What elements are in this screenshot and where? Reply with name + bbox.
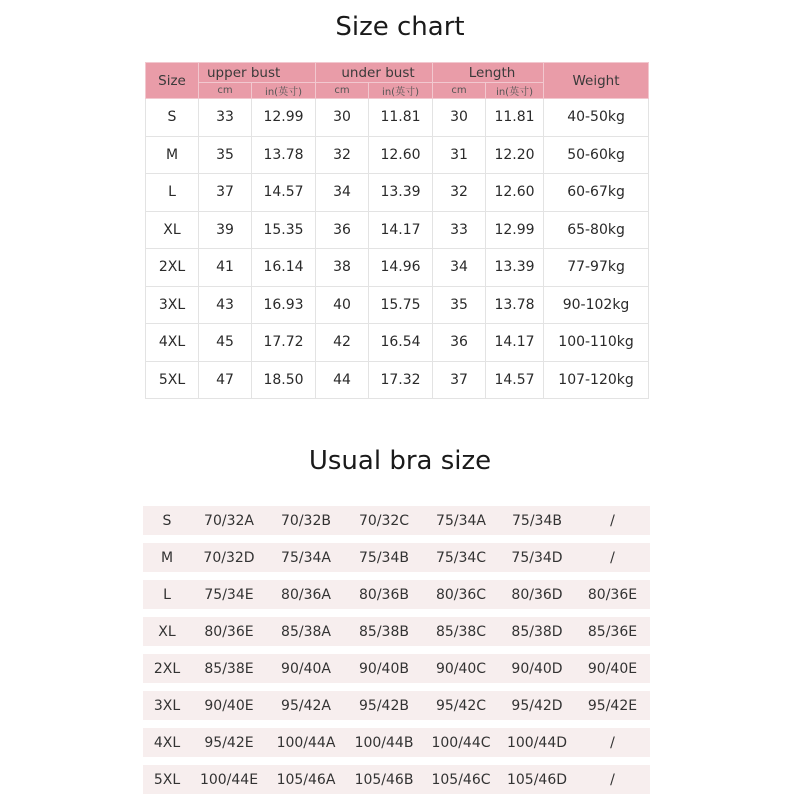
table-cell: 16.14 (252, 249, 316, 287)
table-cell: 80/36A (267, 580, 345, 609)
table-row (146, 286, 649, 324)
table-row (146, 174, 649, 212)
table-cell: 11.81 (486, 99, 544, 137)
table-cell: 95/42E (191, 728, 267, 757)
size-label-cell: S (146, 99, 199, 137)
table-cell: 100/44E (191, 765, 267, 794)
table-cell: 12.60 (486, 174, 544, 212)
table-cell: 30 (316, 99, 369, 137)
table-row (146, 249, 649, 287)
upper-bust-header: upper bust (199, 63, 316, 83)
table-cell: 100/44A (267, 728, 345, 757)
size-header: Size (146, 63, 199, 99)
table-cell: 100/44B (345, 728, 423, 757)
table-cell: 60-67kg (544, 174, 649, 212)
table-row (143, 691, 650, 720)
table-cell: 85/36E (575, 617, 650, 646)
unit-header: in(英寸) (252, 83, 316, 99)
size-label-cell: XL (146, 211, 199, 249)
table-cell: / (575, 506, 650, 535)
table-row (143, 617, 650, 646)
table-cell: 15.75 (369, 286, 433, 324)
table-cell: 16.93 (252, 286, 316, 324)
table-cell: 85/38E (191, 654, 267, 683)
table-row (143, 728, 650, 757)
table-cell: 40-50kg (544, 99, 649, 137)
table-cell: 70/32D (191, 543, 267, 572)
table-cell: / (575, 728, 650, 757)
size-label-cell: 5XL (143, 765, 191, 794)
table-cell: 32 (316, 136, 369, 174)
table-row (146, 361, 649, 399)
table-cell: 13.78 (486, 286, 544, 324)
table-cell: 90/40D (499, 654, 575, 683)
table-row (146, 99, 649, 137)
size-label-cell: 2XL (146, 249, 199, 287)
table-cell: 32 (433, 174, 486, 212)
table-cell: 90-102kg (544, 286, 649, 324)
size-label-cell: 4XL (143, 728, 191, 757)
size-label-cell: 2XL (143, 654, 191, 683)
table-cell: 14.96 (369, 249, 433, 287)
table-cell: 95/42A (267, 691, 345, 720)
table-cell: 105/46B (345, 765, 423, 794)
table-cell: 34 (316, 174, 369, 212)
table-cell: 14.57 (252, 174, 316, 212)
table-cell: 11.81 (369, 99, 433, 137)
table-cell: 12.60 (369, 136, 433, 174)
table-cell: 107-120kg (544, 361, 649, 399)
size-label-cell: L (146, 174, 199, 212)
size-label-cell: XL (143, 617, 191, 646)
table-cell: 14.17 (369, 211, 433, 249)
table-cell: 37 (433, 361, 486, 399)
table-cell: 33 (199, 99, 252, 137)
under-bust-header: under bust (316, 63, 433, 83)
table-row (143, 765, 650, 794)
table-cell: 95/42D (499, 691, 575, 720)
table-cell: 17.32 (369, 361, 433, 399)
table-cell: 105/46C (423, 765, 499, 794)
table-cell: 105/46A (267, 765, 345, 794)
table-cell: 75/34B (499, 506, 575, 535)
table-cell: 37 (199, 174, 252, 212)
table-cell: 95/42E (575, 691, 650, 720)
table-cell: 90/40A (267, 654, 345, 683)
table-cell: 95/42C (423, 691, 499, 720)
table-cell: 35 (433, 286, 486, 324)
table-cell: 17.72 (252, 324, 316, 362)
size-label-cell: 3XL (143, 691, 191, 720)
table-cell: 90/40E (575, 654, 650, 683)
table-cell: 90/40B (345, 654, 423, 683)
table-cell: 35 (199, 136, 252, 174)
table-cell: 90/40C (423, 654, 499, 683)
unit-header: cm (199, 83, 252, 99)
table-cell: 100/44C (423, 728, 499, 757)
table-cell: 85/38B (345, 617, 423, 646)
table-cell: 80/36B (345, 580, 423, 609)
unit-header: in(英寸) (486, 83, 544, 99)
table-cell: 12.20 (486, 136, 544, 174)
size-label-cell: L (143, 580, 191, 609)
table-row (143, 580, 650, 609)
table-cell: 80/36E (575, 580, 650, 609)
table-cell: 95/42B (345, 691, 423, 720)
table-cell: 100-110kg (544, 324, 649, 362)
table-cell: 13.78 (252, 136, 316, 174)
table-cell: 50-60kg (544, 136, 649, 174)
table-cell: 43 (199, 286, 252, 324)
table-cell: 31 (433, 136, 486, 174)
table-cell: 40 (316, 286, 369, 324)
table-cell: 85/38C (423, 617, 499, 646)
table-cell: 16.54 (369, 324, 433, 362)
bra-size-table (143, 498, 650, 800)
table-cell: 33 (433, 211, 486, 249)
table-cell: 75/34B (345, 543, 423, 572)
table-cell: 75/34C (423, 543, 499, 572)
table-cell: 39 (199, 211, 252, 249)
size-label-cell: M (143, 543, 191, 572)
table-cell: 75/34D (499, 543, 575, 572)
table-cell: 100/44D (499, 728, 575, 757)
table-cell: 75/34A (267, 543, 345, 572)
table-cell: / (575, 543, 650, 572)
table-cell: 80/36E (191, 617, 267, 646)
table-cell: 70/32C (345, 506, 423, 535)
unit-header: in(英寸) (369, 83, 433, 99)
table-cell: 77-97kg (544, 249, 649, 287)
table-cell: 44 (316, 361, 369, 399)
table-cell: 18.50 (252, 361, 316, 399)
size-chart-title: Size chart (335, 12, 465, 42)
table-row (146, 136, 649, 174)
table-cell: 80/36D (499, 580, 575, 609)
unit-header: cm (433, 83, 486, 99)
size-chart-table (145, 62, 649, 399)
size-label-cell: S (143, 506, 191, 535)
table-row (146, 324, 649, 362)
size-label-cell: 4XL (146, 324, 199, 362)
weight-header: Weight (544, 63, 649, 99)
table-cell: 12.99 (252, 99, 316, 137)
table-row (143, 543, 650, 572)
table-cell: 65-80kg (544, 211, 649, 249)
table-cell: / (575, 765, 650, 794)
table-cell: 75/34A (423, 506, 499, 535)
table-cell: 15.35 (252, 211, 316, 249)
size-label-cell: 3XL (146, 286, 199, 324)
table-cell: 38 (316, 249, 369, 287)
unit-header: cm (316, 83, 369, 99)
table-cell: 14.17 (486, 324, 544, 362)
table-cell: 45 (199, 324, 252, 362)
size-label-cell: M (146, 136, 199, 174)
table-cell: 80/36C (423, 580, 499, 609)
table-row (143, 654, 650, 683)
bra-size-title: Usual bra size (308, 446, 492, 476)
size-label-cell: 5XL (146, 361, 199, 399)
table-cell: 75/34E (191, 580, 267, 609)
table-cell: 90/40E (191, 691, 267, 720)
table-cell: 41 (199, 249, 252, 287)
table-cell: 105/46D (499, 765, 575, 794)
table-cell: 70/32A (191, 506, 267, 535)
table-cell: 47 (199, 361, 252, 399)
table-cell: 42 (316, 324, 369, 362)
table-cell: 85/38D (499, 617, 575, 646)
table-cell: 13.39 (369, 174, 433, 212)
table-cell: 36 (433, 324, 486, 362)
table-row (143, 506, 650, 535)
table-row (146, 211, 649, 249)
table-cell: 36 (316, 211, 369, 249)
table-cell: 14.57 (486, 361, 544, 399)
table-cell: 34 (433, 249, 486, 287)
length-header: Length (433, 63, 544, 83)
table-cell: 30 (433, 99, 486, 137)
table-cell: 85/38A (267, 617, 345, 646)
table-cell: 12.99 (486, 211, 544, 249)
table-cell: 13.39 (486, 249, 544, 287)
table-cell: 70/32B (267, 506, 345, 535)
